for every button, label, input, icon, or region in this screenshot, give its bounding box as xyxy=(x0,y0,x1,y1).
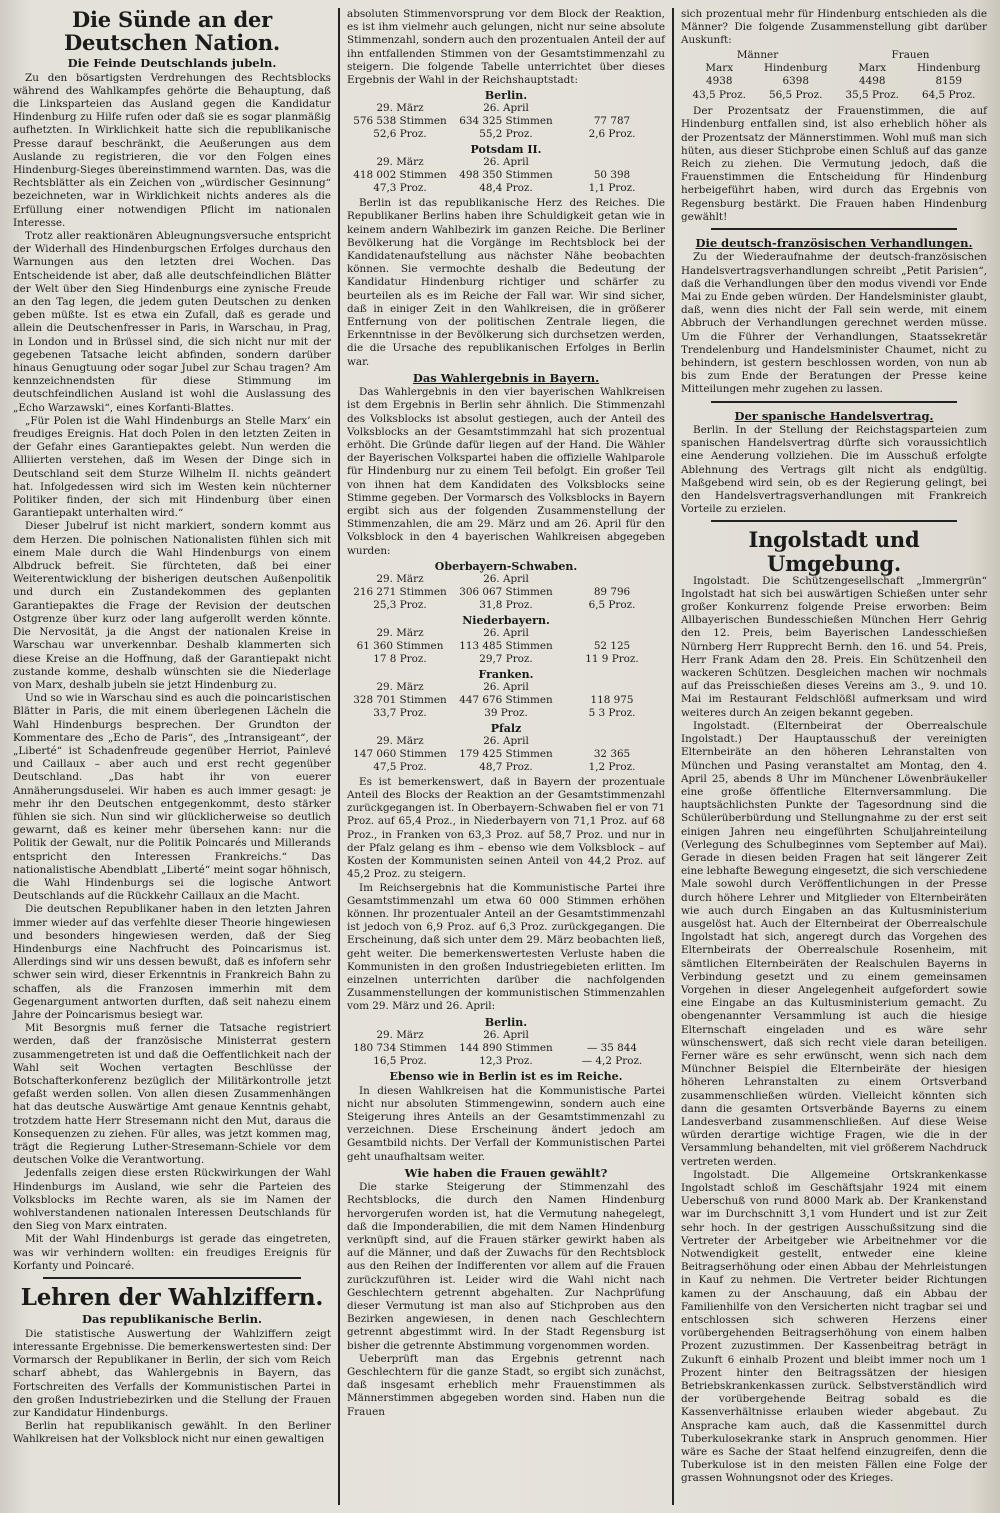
table-cell: 5 3 Proz. xyxy=(588,706,636,719)
table-cell: 43,5 Proz. xyxy=(692,88,746,101)
table-cell: Marx xyxy=(705,62,734,75)
table-header-row xyxy=(347,735,665,748)
table-cell: 61 360 Stimmen xyxy=(356,639,444,652)
table-row xyxy=(347,1042,665,1055)
table-cell: 118 975 xyxy=(590,693,634,706)
table-cell xyxy=(559,102,665,115)
paragraph: Mit der Wahl Hindenburgs ist gerade das eingetreten, was wir verhindern wollten: ein freudiges Ereignis für Korfanty und Poincaré. xyxy=(13,1233,331,1272)
table-cell: 216 271 Stimmen xyxy=(353,585,447,598)
table-berlin xyxy=(347,89,665,141)
table-row xyxy=(347,115,665,128)
table-cell: 26. April xyxy=(483,734,529,747)
table-cell: 4498 xyxy=(859,75,886,88)
table-cell: 77 787 xyxy=(593,115,631,128)
paragraph: Trotz aller reaktionären Ableugnungsversuche entspricht der Widerhall des Hindenburgschen Erfolges durchaus den Warnungen aus den letzten drei Wochen. Das Entscheidende ist aber, daß alle deutschfeindlichen Blätter der Welt über den Sieg Hindenburgs eine zynische Freude an den Tag legen, die jedem guten Deutschen zu denken geben müßte. Ist es etwa ein Zufall, daß es gerade und allein die Deutschenfresser in Paris, in Warschau, in Prag, in London und in Brüssel sind, die sich nicht nur mit der gegebenen Tatsache leicht abfinden, sondern darüber hinaus Genugtuung oder sogar Jubel zur Schau tragen? Am kennzeichnendsten für diese Stimmung im deutschfeindlichen Ausland ist wohl die Auslassung des „Echo Warzawski“, eines Korfanti-Blattes. xyxy=(13,230,331,414)
table-row xyxy=(681,75,987,88)
subhead-feinde: Die Feinde Deutschlands jubeln. xyxy=(67,56,277,71)
table-header-row xyxy=(347,573,665,586)
table-header-row xyxy=(347,102,665,115)
table-row xyxy=(347,748,665,761)
table-cell: 16,5 Proz. xyxy=(373,1054,427,1067)
table-cell: 26. April xyxy=(483,156,529,169)
table-cell: 6398 xyxy=(782,75,809,88)
table-cell: 634 325 Stimmen xyxy=(459,115,553,128)
table-header-row xyxy=(681,62,987,75)
table-cell: 55,2 Proz. xyxy=(479,128,533,141)
table-cell: 180 734 Stimmen xyxy=(353,1041,447,1054)
table-cell: 29. März xyxy=(376,102,424,115)
table-title: Niederbayern. xyxy=(462,613,550,627)
divider xyxy=(711,520,957,522)
table-cell: 26. April xyxy=(483,680,529,693)
table-cell: 418 002 Stimmen xyxy=(353,169,447,182)
table-row xyxy=(347,128,665,141)
table-cell: 179 425 Stimmen xyxy=(459,747,553,760)
table-title: Pfalz xyxy=(490,721,522,735)
paragraph: Ingolstadt. Die Allgemeine Ortskrankenkasse Ingolstadt schloß im Geschäftsjahr 1924 mit einem Ueberschuß von rund 8000 Mark ab. Der Krankenstand war im Durchschnitt 3,1 vom Hundert und ist zur Zeit sehr hoch. In der gestrigen Ausschußsitzung sind die Vertreter der Arbeitgeber wie Arbeitnehmer vor die Notwendigkeit gestellt, entweder eine kleine Beitragserhöhung oder einen Abbau der Mehrleistungen in Kauf zu nehmen. Die Vertreter beider Richtungen kamen zu der Anschauung, daß ein Abbau der Familienhilfe von den Versicherten nicht tragbar sei und entschlossen sich schweren Herzens einer vorübergehenden Beitragserhöhung von einem halben Prozent zuzustimmen. Der Kassenbeitrag beträgt in Zukunft 6 einhalb Prozent und bleibt immer noch um 1 Prozent hinter den Beitragssätzen der hiesigen Betriebskrankenkassen zurück. Selbstverständlich wird der vorübergehende Beitrag sobald es die Kassenverhältnisse erlauben wieder abgebaut. Zu Ansprache kam auch, daß die Kassenmittel durch Tuberkulosekranke stark in Anspruch genommen. Hier wäre es Sache der Staat helfend einzugreifen, denn die Tuberkulose ist in den meisten Fällen eine Folge der grassen Wohnungsnot oder des Krieges. xyxy=(681,1168,987,1485)
table-cell: 144 890 Stimmen xyxy=(459,1041,553,1054)
table-cell: 26. April xyxy=(483,572,529,585)
table-cell: 47,3 Proz. xyxy=(373,182,427,195)
table-cell: 447 676 Stimmen xyxy=(459,693,553,706)
table-cell xyxy=(559,627,665,640)
paragraph: Es ist bemerkenswert, daß in Bayern der prozentuale Anteil des Blocks der Reaktion an der Gesamtstimmenzahl zurückgegangen ist. In Oberbayern-Schwaben fiel er von 71 Proz. auf 65,4 Proz., in Niederbayern von 71,1 Proz. auf 68 Proz., in Franken von 63,3 Proz. auf 58,7 Proz. und nur in der Pfalz gelang es ihm – ebenso wie dem Volksblock – auf Kosten der Kommunisten seinen Anteil von 44,2 Proz. auf 45,2 Proz. zu steigern. xyxy=(347,775,665,881)
table-cell: 17 8 Proz. xyxy=(373,652,427,665)
divider xyxy=(711,228,957,230)
paragraph: Das Wahlergebnis in den vier bayerischen Wahlkreisen ist dem Ergebnis in Berlin sehr ähnlich. Die Stimmenzahl des Volksblocks ist absolut gestiegen, auch der Anteil des Volksblocks an der Gesamtstimmzahl hat sich prozentual erhöht. Die Gründe dafür liegen auf der Hand. Die Wähler der Bayerischen Volkspartei haben die offizielle Wahlparole für Hindenburg nur zu einem Teil befolgt. Ein großer Teil von ihnen hat dem Kandidaten des Volksblocks seine Stimme gegeben. Der Vormarsch des Volksblocks in Bayern ergibt sich aus der folgenden Zusammenstellung der Stimmenzahlen, die am 29. März und am 26. April für den Volksblock in den 4 bayerischen Wahlkreisen abgegeben wurden: xyxy=(347,386,665,557)
table-cell: 4938 xyxy=(706,75,733,88)
table-cell: 29. März xyxy=(376,572,424,585)
table-cell: 2,6 Proz. xyxy=(588,128,636,141)
table-header-row xyxy=(347,1029,665,1042)
table-cell: 48,7 Proz. xyxy=(479,760,533,773)
paragraph: „Für Polen ist die Wahl Hindenburgs an Stelle Marx’ ein freudiges Ereignis. Hat doch Polen in den letzten Zeiten in der Gefahr eines Garantiepaktes gelebt. Nun werden die Alliierten verstehen, daß im Wesen der Dinge sich in Deutschland seit dem Sturze Wilhelm II. nichts geändert hat. Infolgedessen wird sich im Westen kein nüchterner Politiker finden, der sich mit Hindenburg über einen Garantiepakt unterhalten wird.“ xyxy=(13,414,331,520)
table-cell: 147 060 Stimmen xyxy=(353,747,447,760)
table-row xyxy=(347,694,665,707)
table-row xyxy=(347,640,665,653)
paragraph: Die deutschen Republikaner haben in den letzten Jahren immer wieder auf das verfehlte dieser Theorie hingewiesen und besonders hingewiesen werden, daß der Sieg Hindenburgs eine Nachfrucht des Poincarismus ist. Allerdings sind wir uns dessen bewußt, daß es infofern sehr schwer sein wird, dieser Erkenntnis in Frankreich Bahn zu schaffen, als die Franzosen immerhin mit dem Gegenargument antworten durften, daß seit nahezu einem Jahre der Poincarismus besiegt war. xyxy=(13,903,331,1021)
table-header-row xyxy=(347,681,665,694)
table-cell: 35,5 Proz. xyxy=(845,88,899,101)
table-group-row xyxy=(681,49,987,62)
table-potsdam xyxy=(347,143,665,195)
paragraph: Dieser Jubelruf ist nicht markiert, sondern kommt aus dem Herzen. Die polnischen Nationalisten fühlen sich mit einem Male durch die Wahl Hindenburgs von einem Albdruck befreit. Sie fürchteten, daß bei einer Weiterentwicklung der bisherigen deutschen Außenpolitik und durch ein Zustandekommen des geplanten Garantiepaktes die Frage der Revision der deutschen Ostgrenze über kurz oder lang aufgerollt werden könnte. Die Nervosität, ja die Angst der nationalen Kreise in Warschau war unverkennbar. Deshalb klammerten sich diese Kreise an die Hoffnung, daß der Garantiepakt nicht zustande komme, deshalb wünschten sie die Niederlage von Marx, deshalb jubeln sie jetzt Hindenburg zu. xyxy=(13,520,331,691)
paragraph: absoluten Stimmenvorsprung vor dem Block der Reaktion, es ist ihm vielmehr auch gelungen, nicht nur seine absolute Stimmenzahl, sondern auch den prozentualen Anteil der auf ihn entfallenden Stimmen von der Gesamtstimmenzahl zu steigern. Die folgende Tabelle unterrichtet über dieses Ergebnis der Wahl in der Reichshauptstadt: xyxy=(347,8,665,87)
paragraph: Im Reichsergebnis hat die Kommunistische Partei ihre Gesamtstimmenzahl um etwa 60 000 Stimmen erhöhen können. Ihr prozentualer Anteil an der Gesamtstimmenzahl ist jedoch von 6,9 Proz. auf 6,3 Proz. zurückgegangen. Die Erscheinung, daß sich unter dem 29. März beobachten ließ, geht weiter. Die bemerkenswertesten Verluste haben die Kommunisten in den großen Industriegebieten erlitten. Im einzelnen unterrichten darüber die nachfolgenden Zusammenstellungen der kommunistischen Stimmenzahlen vom 29. März und 26. April: xyxy=(347,881,665,1013)
paragraph: Zu den bösartigsten Verdrehungen des Rechtsblocks während des Wahlkampfes gehörte die Behauptung, daß die Linksparteien das Ausland gegen die Kandidatur Hindenburg zu Hilfe rufen oder daß sie es sogar planmäßig aufhetzten. In Wirklichkeit hatte sich die republikanische Presse darauf beschränkt, die Aeußerungen aus dem Auslande zu registrieren, die vor den Folgen eines Hindenburg-Sieges übereinstimmend warnten. Das, was die Rechtsblätter als ein Zeichen von „würdischer Gesinnung“ bezeichneten, war in Wirklichkeit nichts anderes als die Erfüllung einer notwendigen Pflicht im nationalen Interesse. xyxy=(13,71,331,229)
table-cell xyxy=(559,735,665,748)
table-cell: 33,7 Proz. xyxy=(373,706,427,719)
table-niederbayern xyxy=(347,614,665,666)
paragraph: Die starke Steigerung der Stimmenzahl des Rechtsblocks, die durch den Namen Hindenburg hervorgerufen worden ist, hat die Vermutung nahegelegt, daß die Imponderabilien, die mit dem Namen Hindenburg verknüpft sind, auf die Frauen stärker gewirkt haben als auf die Männer, und daß der Zuwachs für den Rechtsblock aus den Reihen der Indifferenten vor allem auf die Frauen zurückzuführen ist. Leider wird die Wahl nicht nach Geschlechtern getrennt abgehalten. Zur Nachprüfung dieser Vermutung ist man also auf Stichproben aus den Bezirken angewiesen, in denen nach Geschlechtern getrennt abgestimmt wird. In der Stadt Regensburg ist bisher die getrennte Abstimmung vorgenommen worden. xyxy=(347,1181,665,1352)
table-cell: 576 538 Stimmen xyxy=(353,115,447,128)
table-row xyxy=(347,761,665,774)
table-title: Franken. xyxy=(478,667,534,681)
paragraph: Berlin hat republikanisch gewählt. In den Berliner Wahlkreisen hat der Volksblock nicht nur einen gewaltigen xyxy=(13,1420,331,1446)
table-berlin-kpd xyxy=(347,1016,665,1083)
table-header-row xyxy=(347,627,665,640)
table-cell: 25,3 Proz. xyxy=(373,598,427,611)
column-3 xyxy=(674,8,994,1505)
column-2 xyxy=(340,8,674,1505)
table-row xyxy=(347,586,665,599)
table-cell: 29. März xyxy=(376,156,424,169)
table-cell: 39 Proz. xyxy=(484,706,528,719)
table-cell: 26. April xyxy=(483,102,529,115)
paragraph: Ingolstadt. (Elternbeirat der Oberrealschule Ingolstadt.) Der Hauptausschuß der vereinigten Elternbeiräte an den höheren Lehranstalten von München und Pasing veranstaltet am Montag, den 4. April 25, abends 8 Uhr im Münchener Löwenbräukeller eine große öffentliche Elternversammlung. Die hauptsächlichsten Punkte der Tagesordnung sind die Schülerüberbürdung und Stellungnahme zu der erst seit einigen Jahren neu eingeführten Schuljahreinteilung (Verlegung des Schulbeginnes vom September auf Mai). Gerade in diesen beiden Fragen hat seit längerer Zeit eine lebhafte Bewegung eingesetzt, die sich verschiedene Male sowohl durch Veröffentlichungen in der Presse durch höhere Lehrer und Mitglieder von Elternbeiräten wie auch durch Eingaben an das Kultusministerium ausgelöst hat. Auch der Elternbeirat der Oberrealschule Ingolstadt hat sich, angeregt durch das Vorgehen des Elternbeirats der Oberrealschule Rosenheim, mit sämtlichen Elternbeiräten der Realschulen Bayerns in Verbindung gesetzt und zu einem gemeinsamen Vorgehen in dieser Angelegenheit aufgefordert sowie eine Eingabe an das Kultusministerium gemacht. Zu obengenannter Versammlung ist auch die hiesige Elternschaft eingeladen und es wäre sehr wünschenswert, daß sich recht viele daran beteiligen. Ferner wäre es sehr erwünscht, wenn sich nach dem Münchner Beispiel die Elternbeiräte der hiesigen höheren Lehranstalten zu einem Ortsverband zusammenschließen würden. Vielleicht könnten sich dann die gesamten Ortsverbände Bayerns zu einem Landesverband zusammenschließen. Auf diese Weise würden derartige wichtige Fragen, wie die in der Versammlung behandelten, mit viel größerem Nachdruck vertreten werden. xyxy=(681,719,987,1168)
paragraph: Mit Besorgnis muß ferner die Tatsache registriert werden, daß der französische Ministerrat gestern zusammengetreten ist und daß die Oeffentlichkeit nach der Wahl seit Wochen vertagten Beschlüsse der Botschafterkonferenz bezüglich der Militärkontrolle jetzt gefaßt werden sollen. Von allen diesen Zusammenhängen hat das deutsche Auswärtige Amt genaue Kenntnis gehabt, trotzdem hatte Herr Stresemann nicht den Mut, daraus die Konsequenzen zu ziehen. Für alles, was jetzt kommen mag, trägt die Regierung Luther-Stresemann-Schiele vor dem deutschen Volke die Verantwortung. xyxy=(13,1022,331,1167)
paragraph: Und so wie in Warschau sind es auch die poincaristischen Blätter in Paris, die mit einem überlegenen Lächeln die Wahl Hindenburgs besprechen. Der Grundton der Kommentare des „Echo de Paris“, des „Intransigeant“, der „Liberté“ ist Schadenfreude gegenüber Herriot, Painlevé und Caillaux – aber auch und erst recht gegenüber Deutschland. „Das habt ihr von euerer Annäherungsduselei. Wir haben es auch immer gesagt: je mehr ihr den Deutschen entgegenkommt, desto stärker fühlen sie sich. Nun sind wir glücklicherweise so deutlich gewarnt, daß es keiner mehr übersehen kann: nur die Politik der Gewalt, nur die Politik Poincarés und Millerands entspricht den Interessen Frankreichs.“ Das nationalistische Abendblatt „Liberté“ meint sogar höhnisch, die Wahl Hindenburgs sei die logische Antwort Deutschlands auf die Rückkehr Caillaux an die Macht. xyxy=(13,692,331,903)
table-row xyxy=(347,653,665,666)
table-cell: 113 485 Stimmen xyxy=(459,639,553,652)
table-cell: 29. März xyxy=(376,1028,424,1041)
table-cell: 8159 xyxy=(935,75,962,88)
table-cell: — 35 844 xyxy=(586,1041,638,1054)
table-cell: 1,2 Proz. xyxy=(588,760,636,773)
divider xyxy=(711,401,957,403)
table-cell: — 4,2 Proz. xyxy=(581,1054,643,1067)
table-oberbayern xyxy=(347,560,665,612)
subhead-spanisch: Der spanische Handelsvertrag. xyxy=(734,408,934,423)
table-cell: 52,6 Proz. xyxy=(373,128,427,141)
table-cell: 47,5 Proz. xyxy=(373,760,427,773)
table-franken xyxy=(347,668,665,720)
table-cell: 89 796 xyxy=(593,585,631,598)
paragraph: Berlin ist das republikanische Herz des Reiches. Die Republikaner Berlins haben ihre Schuldigkeit getan wie in keinem andern Wahlbezirk im ganzen Reiche. Die Berliner Bevölkerung hat die Vorgänge im Rechtsblock bei der Kandidatenaufstellung aus nächster Nähe beobachten können. Sie vermochte deshalb die Bedeutung der Kandidatur Hindenburg richtiger und schärfer zu beurteilen als es im Reiche der Fall war. Wir sind sicher, daß in einiger Zeit in den Wahlkreisen, die in größerer Entfernung von der politischen Zentrale liegen, die Erkenntnisse in der Bevölkerung sich durchsetzen werden, die die Ursache des republikanischen Erfolges in Berlin war. xyxy=(347,197,665,368)
table-cell: 6,5 Proz. xyxy=(588,598,636,611)
table-cell: 64,5 Proz. xyxy=(922,88,976,101)
table-cell: 11 9 Proz. xyxy=(585,652,639,665)
paragraph: Jedenfalls zeigen diese ersten Rückwirkungen der Wahl Hindenburgs im Ausland, wie sehr die Parteien des Volksblocks im Rechte waren, als sie im Namen der wohlverstandenen nationalen Interessen Deutschlands für den Sieg von Marx eintraten. xyxy=(13,1167,331,1233)
table-cell: 1,1 Proz. xyxy=(588,182,636,195)
table-cell: 32 365 xyxy=(593,747,631,760)
table-note: Ebenso wie in Berlin ist es im Reiche. xyxy=(389,1069,623,1083)
paragraph: Ueberprüft man das Ergebnis getrennt nach Geschlechtern für die ganze Stadt, so ergibt sich zunächst, daß insgesamt erheblich mehr Frauenstimmen als Männerstimmen abgegeben worden sind. Haben nun die Frauen xyxy=(347,1352,665,1418)
headline-ingolstadt: Ingolstadt und Umgebung. xyxy=(748,527,920,576)
table-cell: Hindenburg xyxy=(763,62,828,75)
table-title: Potsdam II. xyxy=(470,143,542,157)
table-cell: 29. März xyxy=(376,734,424,747)
paragraph: sich prozentual mehr für Hindenburg entschieden als die Männer? Die folgende Zusammenstellung gibt darüber Auskunft: xyxy=(681,8,987,47)
paragraph: In diesen Wahlkreisen hat die Kommunistische Partei nicht nur absoluten Stimmengewinn, sondern auch eine Steigerung ihres Anteils an der Gesamtstimmenzahl zu verzeichnen. Diese Erscheinung ändert jedoch am Gesamtbild nichts. Der Verfall der Kommunistischen Partei geht unaufhaltsam weiter. xyxy=(347,1084,665,1163)
paragraph: Berlin. In der Stellung der Reichstagsparteien zum spanischen Handelsvertrag dürfte sich voraussichtlich eine Aenderung vollziehen. Die im Ausschuß erfolgte Ablehnung des Vertrags gilt nicht als endgültig. Maßgebend wird sein, ob es der Regierung gelingt, bei den Handelsvertragsverhandlungen mit Frankreich Vorteile zu erzielen. xyxy=(681,424,987,516)
table-cell: 29. März xyxy=(376,626,424,639)
table-cell: 48,4 Proz. xyxy=(479,182,533,195)
table-row xyxy=(347,182,665,195)
divider xyxy=(43,1277,301,1279)
paragraph: Die statistische Auswertung der Wahlziffern zeigt interessante Ergebnisse. Die bemerkenswertesten sind: Der Vormarsch der Republikaner in Berlin, der sich vom Reich scharf abhebt, das Wahlergebnis in Bayern, das Fortschreiten des Verfalls der Kommunistischen Partei in den großen Industriebezirken und die Stellung der Frauen zur Kandidatur Hindenburgs. xyxy=(13,1327,331,1419)
table-cell: Hindenburg xyxy=(916,62,981,75)
table-cell: 50 398 xyxy=(593,169,631,182)
paragraph: Der Prozentsatz der Frauenstimmen, die auf Hindenburg entfallen sind, ist also erheblich höher als der Prozentsatz der Männerstimmen. Wohl muß man sich hüten, aus dieser Stichprobe einen Schluß auf das ganze Reich zu ziehen. Die Vermutung jedoch, daß die Frauenstimmen die Entscheidung für Hindenburg herbeigeführt haben, wird durch das Ergebnis von Regensburg bestärkt. Die Frauen haben Hindenburg gewählt! xyxy=(681,105,987,223)
table-row xyxy=(347,599,665,612)
table-cell: 29. März xyxy=(376,680,424,693)
table-title: Oberbayern-Schwaben. xyxy=(434,559,578,573)
table-cell: 306 067 Stimmen xyxy=(459,585,553,598)
table-title: Berlin. xyxy=(484,89,528,103)
paragraph: Ingolstadt. Die Schützengesellschaft „Immergrün“ Ingolstadt hat sich bei auswärtigen Schießen unter sehr großer Konkurrenz folgende Preise erworben: Beim Allbayerischen Bundesschießen München Herr Gehrig den 12. Preis, beim Bayerischen Landesschießen Nürnberg Herr Rupprecht Bernh. den 16. und 54. Preis, Herr Frank Adam den 28. Preis. Ein Schützenheil den wackeren Schützen. Desgleichen machen wir nochmals auf das Preisschießen dieses Vereins am 3., 9. und 10. Mai im Restaurant Feldschlößl aufmerksam und wird weiteres durch An zeigen bekannt gegeben. xyxy=(681,574,987,719)
table-row xyxy=(347,169,665,182)
table-title: Berlin. xyxy=(484,1015,528,1029)
table-regensburg xyxy=(681,49,987,103)
table-cell: 31,8 Proz. xyxy=(479,598,533,611)
table-cell xyxy=(559,1029,665,1042)
table-cell: 26. April xyxy=(483,1028,529,1041)
subhead-bayern: Das Wahlergebnis in Bayern. xyxy=(412,370,600,385)
table-cell: 52 125 xyxy=(593,639,631,652)
table-cell xyxy=(559,156,665,169)
table-row xyxy=(347,1055,665,1068)
table-cell: Marx xyxy=(858,62,887,75)
headline-suende: Die Sünde an der Deutschen Nation. xyxy=(63,8,281,56)
table-cell: 498 350 Stimmen xyxy=(459,169,553,182)
table-cell: 29,7 Proz. xyxy=(479,652,533,665)
subhead-frauen: Wie haben die Frauen gewählt? xyxy=(404,1165,608,1180)
subhead-deutsch-franz: Die deutsch-französischen Verhandlungen. xyxy=(695,236,973,251)
paragraph: Zu der Wiederaufnahme der deutsch-französischen Handelsvertragsverhandlungen schreibt „Petit Parisien“, daß die Verhandlungen über den modus vivendi vor Ende Mai zu Ende geben würden. Der Handelsminister glaubt, daß, wenn dies nicht der Fall sein werde, mit einem Abbruch der Verhandlungen gerechnet werden müsse. Um die Führer der Verhandlungen, Staatssekretär Trendelenburg und Handelsminister Chaumet, nicht zu behindern, ist gestern beschlossen worden, von nun ab bis zum Ende der Beratungen der Presse keine Mitteilungen mehr zugehen zu lassen. xyxy=(681,251,987,396)
subhead-berlin: Das republikanische Berlin. xyxy=(82,1312,262,1327)
table-cell: 328 701 Stimmen xyxy=(353,693,447,706)
table-pfalz xyxy=(347,722,665,774)
table-cell xyxy=(559,573,665,586)
table-row xyxy=(681,89,987,102)
table-cell: Frauen xyxy=(891,48,930,61)
table-header-row xyxy=(347,156,665,169)
table-cell xyxy=(559,681,665,694)
table-cell: 26. April xyxy=(483,626,529,639)
column-1 xyxy=(6,8,340,1505)
table-cell: 56,5 Proz. xyxy=(769,88,823,101)
table-row xyxy=(347,707,665,720)
table-cell: 12,3 Proz. xyxy=(479,1054,533,1067)
headline-lehren: Lehren der Wahlziffern. xyxy=(20,1284,324,1312)
table-cell: Männer xyxy=(736,48,779,61)
